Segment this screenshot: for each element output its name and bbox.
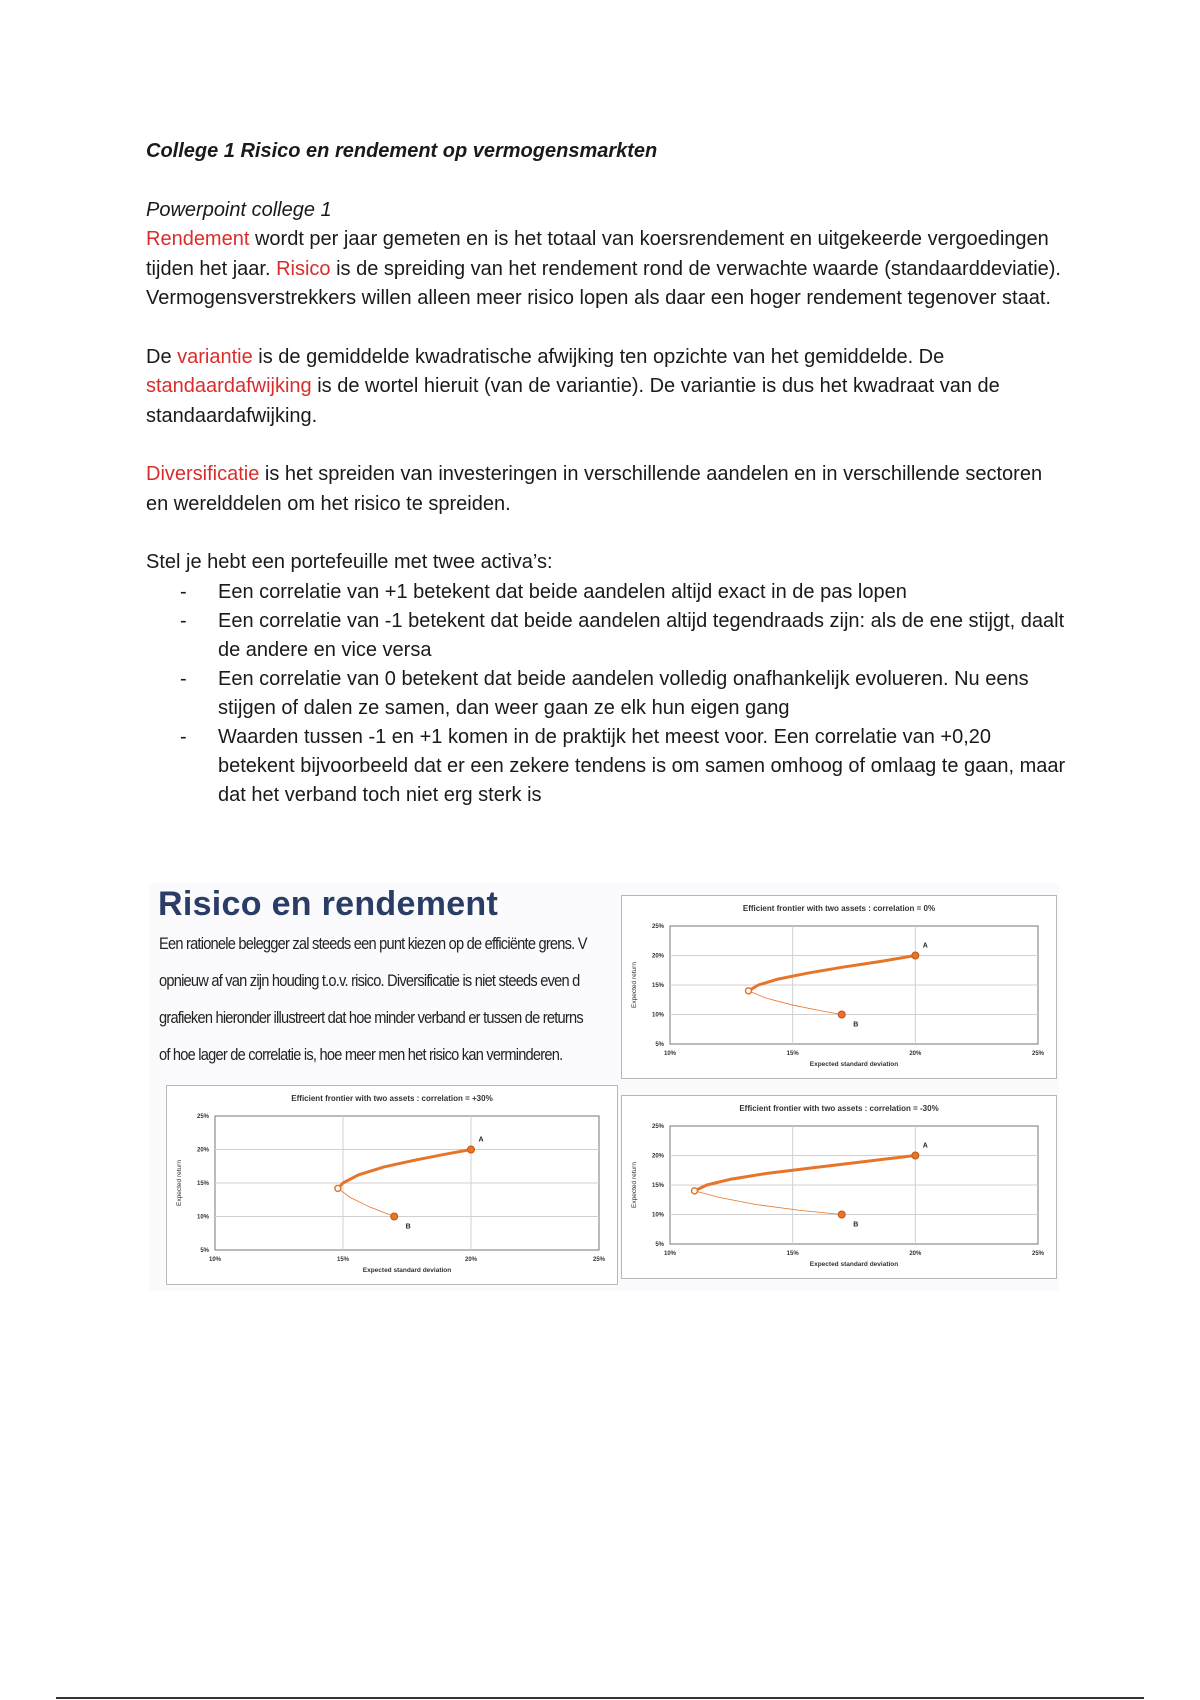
slide-image	[149, 883, 1059, 1291]
x-tick-label: 25%	[592, 1257, 606, 1263]
y-tick-label: 20%	[196, 1147, 209, 1154]
term-rendement: Rendement	[146, 228, 250, 250]
y-tick-label: 20%	[651, 1153, 664, 1160]
x-tick-label: 15%	[336, 1257, 350, 1263]
asset-point-a	[912, 1152, 919, 1159]
min-variance-point	[335, 1185, 341, 1191]
y-tick-label: 10%	[196, 1214, 209, 1221]
slide-title: Risico en rendement	[158, 885, 499, 923]
asset-point-a	[912, 952, 919, 959]
term-standaardafwijking: standaardafwijking	[146, 375, 312, 397]
x-tick-label: 15%	[786, 1251, 799, 1257]
asset-label: B	[853, 1221, 859, 1229]
x-tick-label: 10%	[663, 1051, 677, 1057]
asset-point-b	[838, 1211, 845, 1218]
chart-title: Efficient frontier with two assets : correlation = -30%	[739, 1104, 939, 1113]
y-tick-label: 5%	[655, 1042, 664, 1048]
document-page	[146, 140, 1066, 810]
asset-point-a	[468, 1146, 475, 1153]
slide-line: grafieken hieronder illustreert dat hoe minder verband er tussen de returns	[159, 1008, 583, 1027]
asset-label: A	[478, 1136, 484, 1144]
y-axis-label: Expected return	[631, 1162, 638, 1208]
chart-title: Efficient frontier with two assets : correlation = 0%	[742, 904, 936, 913]
min-variance-point	[692, 1188, 698, 1194]
term-risico: Risico	[276, 257, 331, 280]
correlation-list	[146, 578, 1066, 810]
list-item: - Een correlatie van +1 betekent dat beide aandelen altijd exact in de pas lopen	[180, 580, 907, 603]
term-diversificatie: Diversificatie	[146, 463, 260, 485]
footer-rule	[56, 1697, 1144, 1699]
chart-correlation-0	[621, 895, 1057, 1079]
document-title: College 1 Risico en rendement op vermogensmarkten	[146, 140, 658, 162]
chart-correlation-plus30	[166, 1085, 618, 1285]
y-tick-label: 15%	[651, 983, 664, 989]
x-axis-label: Expected standard deviation	[809, 1061, 899, 1068]
y-tick-label: 5%	[655, 1242, 664, 1248]
chart-svg	[622, 1096, 1056, 1278]
term-variantie: variantie	[177, 345, 253, 368]
y-tick-label: 5%	[200, 1248, 209, 1254]
asset-label: A	[922, 1142, 928, 1150]
list-item: - Een correlatie van 0 betekent dat beide aandelen volledig onafhankelijk evolueren. Nu eens stijgen of dalen ze samen, dan weer gaan ze elk hun eigen gang	[180, 667, 1029, 719]
x-tick-label: 20%	[464, 1257, 478, 1263]
y-tick-label: 15%	[651, 1183, 664, 1189]
chart-correlation-minus30	[621, 1095, 1057, 1279]
chart-svg	[167, 1086, 617, 1284]
y-tick-label: 25%	[651, 1124, 664, 1130]
x-tick-label: 25%	[1031, 1051, 1045, 1057]
x-tick-label: 10%	[663, 1251, 677, 1257]
asset-point-b	[838, 1011, 845, 1018]
y-axis-label: Expected return	[176, 1160, 183, 1206]
chart-title: Efficient frontier with two assets : correlation = +30%	[291, 1094, 493, 1103]
list-item: - Waarden tussen -1 en +1 komen in de praktijk het meest voor. Een correlatie van +0,20 betekent bijvoorbeeld dat er een zekere tendens is om samen omhoog of omlaag te gaan, maar dat het verband toch niet erg sterk is	[180, 725, 1066, 806]
y-tick-label: 20%	[651, 953, 664, 960]
x-axis-label: Expected standard deviation	[809, 1261, 899, 1268]
slide-line: opnieuw af van zijn houding t.o.v. risico. Diversificatie is niet steeds even d	[159, 971, 580, 990]
slide-text	[159, 925, 619, 1073]
slide-line: of hoe lager de correlatie is, hoe meer men het risico kan verminderen.	[159, 1045, 563, 1064]
y-tick-label: 10%	[651, 1012, 664, 1019]
y-tick-label: 15%	[196, 1181, 209, 1187]
y-tick-label: 25%	[196, 1114, 209, 1120]
x-tick-label: 20%	[909, 1251, 922, 1257]
min-variance-point	[746, 988, 752, 994]
slide-line: Een rationele belegger zal steeds een punt kiezen op de efficiënte grens. V	[159, 934, 587, 953]
x-tick-label: 15%	[786, 1051, 799, 1057]
paragraph-variantie: De variantie is de gemiddelde kwadratische afwijking ten opzichte van het gemiddelde. De standaardafwijking is de wortel hieruit (van de variantie). De variantie is dus het kwadraat van de standaardafwijking.	[146, 345, 1000, 427]
y-axis-label: Expected return	[631, 962, 638, 1008]
y-tick-label: 25%	[651, 924, 664, 930]
x-axis-label: Expected standard deviation	[362, 1267, 452, 1274]
x-tick-label: 25%	[1031, 1251, 1045, 1257]
paragraph-rendement: Rendement wordt per jaar gemeten en is het totaal van koersrendement en uitgekeerde vergoedingen tijden het jaar. Risico is de spreiding van het rendement rond de verwachte waarde (standaarddeviatie). Vermogensverstrekkers willen alleen meer risico lopen als daar een hoger rendement tegenover staat.	[146, 228, 1061, 309]
paragraph-diversificatie: Diversificatie is het spreiden van investeringen in verschillende aandelen en in verschillende sectoren en werelddelen om het risico te spreiden.	[146, 463, 1043, 515]
x-tick-label: 20%	[909, 1051, 922, 1057]
asset-label: B	[405, 1223, 411, 1231]
y-tick-label: 10%	[651, 1212, 664, 1219]
asset-label: B	[853, 1021, 859, 1029]
asset-label: A	[922, 942, 928, 950]
document-subtitle: Powerpoint college 1	[146, 199, 332, 221]
chart-svg	[622, 896, 1056, 1078]
x-tick-label: 10%	[208, 1257, 222, 1263]
asset-point-b	[391, 1213, 398, 1220]
list-intro: Stel je hebt een portefeuille met twee activa’s:	[146, 551, 553, 573]
list-item: - Een correlatie van -1 betekent dat beide aandelen altijd tegendraads zijn: als de ene stijgt, daalt de andere en vice versa	[180, 609, 1065, 661]
